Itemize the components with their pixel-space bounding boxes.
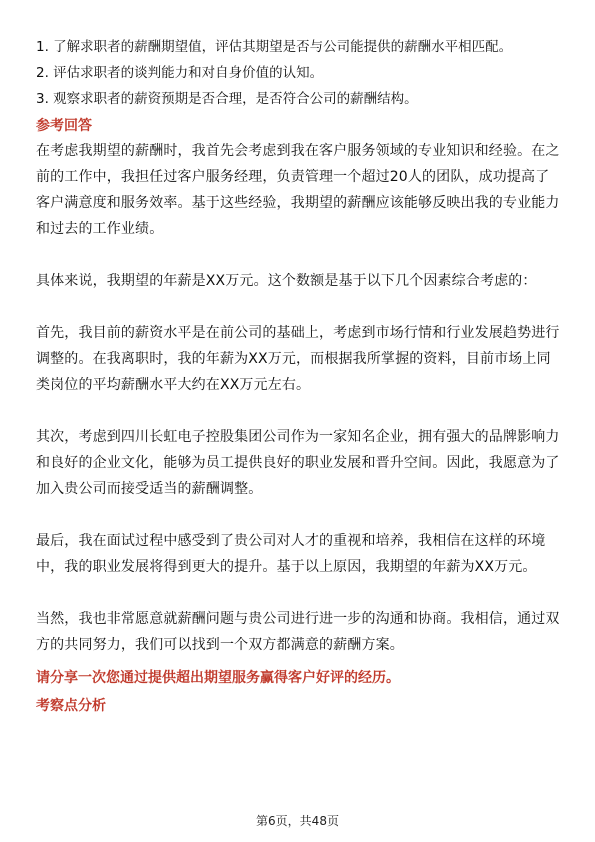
evaluation-point-3: 3. 观察求职者的薪资预期是否合理，是否符合公司的薪酬结构。 xyxy=(36,91,418,107)
answer-paragraph-2: 具体来说，我期望的年薪是XX万元。这个数额是基于以下几个因素综合考虑的： xyxy=(36,273,537,289)
answer-paragraph-1: 在考虑我期望的薪酬时，我首先会考虑到我在客户服务领域的专业知识和经验。在之前的工作中，我担任过客户服务经理，负责管理一个超过20人的团队，成功提高了客户满意度和服务效率。基于这些经验，我期望的薪酬应该能够反映出我的专业能力和过去的工作业绩。 xyxy=(36,143,560,237)
answer-paragraph-6: 当然，我也非常愿意就薪酬问题与贵公司进行进一步的沟通和协商。我相信，通过双方的共同努力，我们可以找到一个双方都满意的薪酬方案。 xyxy=(36,611,560,653)
answer-paragraph-3: 首先，我目前的薪资水平是在前公司的基础上，考虑到市场行情和行业发展趋势进行调整的。在我离职时，我的年薪为XX万元，而根据我所掌握的资料，目前市场上同类岗位的平均薪酬水平大约在XX万元左右。 xyxy=(36,325,560,393)
page-content xyxy=(36,34,560,718)
evaluation-point-2: 2. 评估求职者的谈判能力和对自身价值的认知。 xyxy=(36,65,324,81)
answer-paragraph-5: 最后，我在面试过程中感受到了贵公司对人才的重视和培养，我相信在这样的环境中，我的职业发展将得到更大的提升。基于以上原因，我期望的年薪为XX万元。 xyxy=(36,533,546,575)
next-question: 请分享一次您通过提供超出期望服务赢得客户好评的经历。 xyxy=(36,670,400,686)
answer-heading: 参考回答 xyxy=(36,118,92,134)
analysis-heading: 考察点分析 xyxy=(36,698,106,714)
evaluation-point-1: 1. 了解求职者的薪酬期望值，评估其期望是否与公司能提供的薪酬水平相匹配。 xyxy=(36,39,513,55)
answer-paragraph-4: 其次，考虑到四川长虹电子控股集团公司作为一家知名企业，拥有强大的品牌影响力和良好的企业文化，能够为员工提供良好的职业发展和晋升空间。因此，我愿意为了加入贵公司而接受适当的薪酬调整。 xyxy=(36,429,560,497)
page-footer: 第6页，共48页 xyxy=(256,814,339,828)
